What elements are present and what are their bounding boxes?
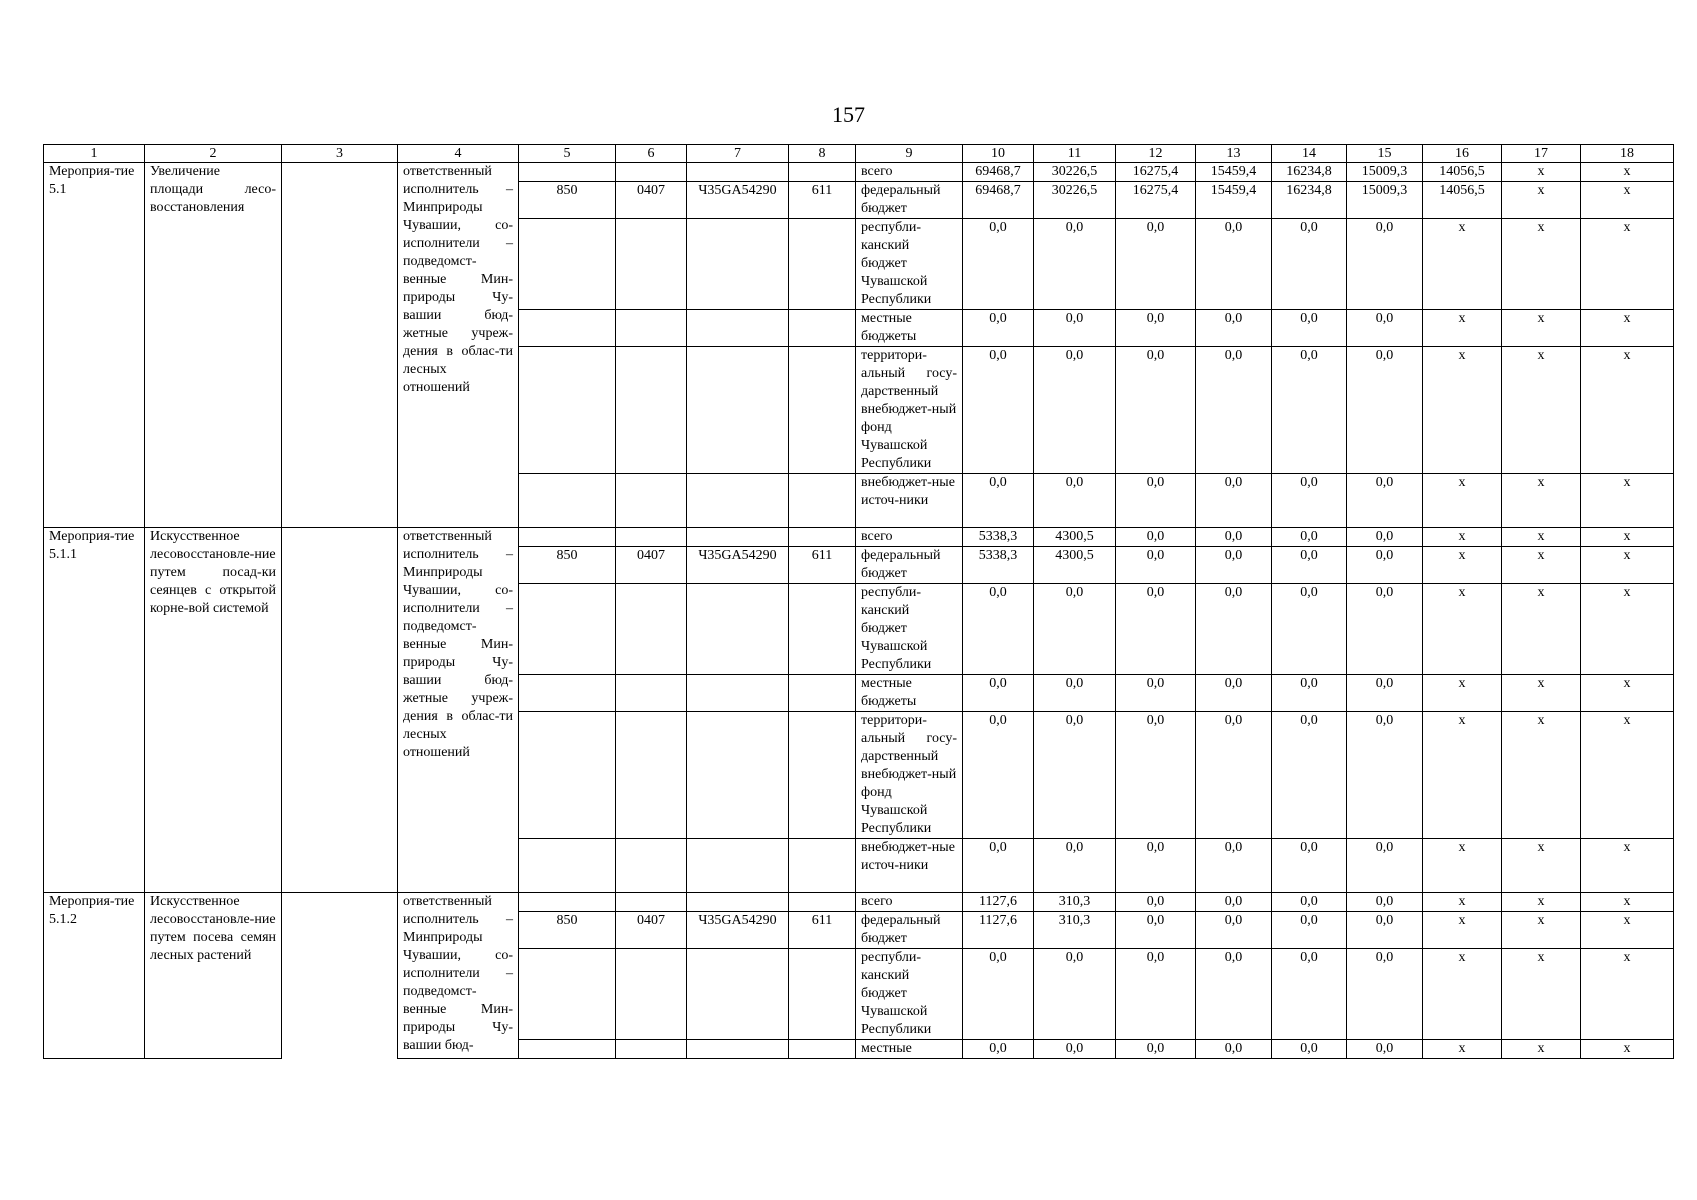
value-cell: 0,0 [1196,675,1272,712]
column-number-row [44,145,1674,163]
code-cell-c6 [616,219,687,310]
code-cell-c7: Ч35GA54290 [687,547,789,584]
column-number: 18 [1581,145,1674,163]
column-number: 14 [1272,145,1347,163]
code-cell-c6 [616,310,687,347]
value-cell: 16275,4 [1116,163,1196,182]
code-cell-c6 [616,712,687,839]
value-cell: 0,0 [1116,310,1196,347]
value-cell: x [1423,219,1502,310]
code-cell-c7 [687,310,789,347]
value-cell: x [1581,839,1674,893]
table-body [44,145,1674,1059]
value-cell: 0,0 [1116,547,1196,584]
funding-source: территори-альный госу-дарственный внебюджет-ный фонд Чувашской Республики [856,347,963,474]
value-cell: 0,0 [1116,219,1196,310]
column-number: 6 [616,145,687,163]
value-cell: 0,0 [963,347,1034,474]
measure-name: Мероприя-тие 5.1 [44,163,145,528]
code-cell-c6 [616,949,687,1040]
executor-text: ответственный исполнитель – Минприроды Чувашии, со-исполнители – подведомст-венные Мин-природы Чу-вашии бюд-жетные учреж-дения в облас-ти лесных отношений [398,528,519,893]
value-cell: 0,0 [963,474,1034,528]
value-cell: 0,0 [1347,528,1423,547]
value-cell: 0,0 [963,712,1034,839]
funding-source: внебюджет-ные источ-ники [856,839,963,893]
value-cell: 1127,6 [963,912,1034,949]
code-cell-c8: 611 [789,547,856,584]
value-cell: 0,0 [1347,893,1423,912]
code-cell-c7 [687,219,789,310]
funding-source: всего [856,893,963,912]
value-cell: x [1581,474,1674,528]
value-cell: 0,0 [963,1040,1034,1059]
value-cell: 0,0 [1272,584,1347,675]
value-cell: 14056,5 [1423,163,1502,182]
value-cell: 0,0 [1116,949,1196,1040]
value-cell: 0,0 [1272,310,1347,347]
code-cell-c5: 850 [519,912,616,949]
value-cell: 0,0 [1347,949,1423,1040]
code-cell-c8: 611 [789,912,856,949]
funding-source: внебюджет-ные источ-ники [856,474,963,528]
value-cell: x [1502,584,1581,675]
value-cell: x [1581,347,1674,474]
value-cell: x [1423,310,1502,347]
value-cell: 0,0 [963,839,1034,893]
value-cell: 0,0 [963,584,1034,675]
value-cell: 310,3 [1034,912,1116,949]
value-cell: 310,3 [1034,893,1116,912]
value-cell: 0,0 [1347,347,1423,474]
value-cell: x [1423,1040,1502,1059]
value-cell: x [1502,712,1581,839]
value-cell: 0,0 [1196,1040,1272,1059]
code-cell-c5 [519,839,616,893]
empty-cell [282,893,398,1059]
value-cell: 0,0 [1272,219,1347,310]
value-cell: x [1502,474,1581,528]
value-cell: x [1581,528,1674,547]
code-cell-c6 [616,1040,687,1059]
column-number: 10 [963,145,1034,163]
value-cell: 0,0 [1116,839,1196,893]
value-cell: x [1581,219,1674,310]
column-number: 5 [519,145,616,163]
funding-source: республи-канский бюджет Чувашской Республики [856,584,963,675]
value-cell: 0,0 [1196,949,1272,1040]
value-cell: x [1581,547,1674,584]
budget-table [43,144,1674,1059]
value-cell: 0,0 [1272,474,1347,528]
value-cell: x [1581,182,1674,219]
code-cell-c7 [687,347,789,474]
value-cell: 0,0 [1272,347,1347,474]
value-cell: 0,0 [1272,893,1347,912]
code-cell-c5 [519,474,616,528]
value-cell: 4300,5 [1034,528,1116,547]
value-cell: 0,0 [1034,675,1116,712]
code-cell-c5 [519,712,616,839]
value-cell: 0,0 [963,949,1034,1040]
code-cell-c8 [789,528,856,547]
value-cell: 15009,3 [1347,182,1423,219]
value-cell: 0,0 [1196,839,1272,893]
value-cell: x [1502,1040,1581,1059]
value-cell: x [1502,219,1581,310]
value-cell: x [1581,310,1674,347]
value-cell: 0,0 [1347,912,1423,949]
funding-source: республи-канский бюджет Чувашской Республики [856,219,963,310]
value-cell: 0,0 [1034,347,1116,474]
code-cell-c8 [789,584,856,675]
value-cell: 5338,3 [963,528,1034,547]
code-cell-c7 [687,163,789,182]
value-cell: 0,0 [1347,547,1423,584]
code-cell-c8 [789,474,856,528]
table-row [44,528,1674,547]
value-cell: 0,0 [1347,584,1423,675]
funding-source: местные [856,1040,963,1059]
value-cell: 0,0 [1116,528,1196,547]
value-cell: x [1502,547,1581,584]
code-cell-c8 [789,839,856,893]
code-cell-c6: 0407 [616,182,687,219]
value-cell: 0,0 [1034,219,1116,310]
value-cell: x [1502,912,1581,949]
value-cell: x [1581,893,1674,912]
funding-source: всего [856,528,963,547]
column-number: 16 [1423,145,1502,163]
value-cell: 0,0 [1347,1040,1423,1059]
column-number: 17 [1502,145,1581,163]
code-cell-c6 [616,163,687,182]
executor-text: ответственный исполнитель – Минприроды Чувашии, со-исполнители – подведомст-венные Мин-природы Чу-вашии бюд-жетные учреж-дения в облас-ти лесных отношений [398,163,519,528]
code-cell-c7 [687,1040,789,1059]
column-number: 9 [856,145,963,163]
value-cell: 0,0 [1034,310,1116,347]
code-cell-c5 [519,219,616,310]
value-cell: x [1581,1040,1674,1059]
column-number: 4 [398,145,519,163]
value-cell: 0,0 [1196,347,1272,474]
value-cell: 1127,6 [963,893,1034,912]
column-number: 1 [44,145,145,163]
value-cell: 16275,4 [1116,182,1196,219]
column-number: 8 [789,145,856,163]
value-cell: 0,0 [1272,547,1347,584]
value-cell: 0,0 [963,219,1034,310]
code-cell-c6 [616,347,687,474]
code-cell-c7 [687,584,789,675]
value-cell: x [1581,949,1674,1040]
code-cell-c7 [687,893,789,912]
code-cell-c8 [789,949,856,1040]
value-cell: 0,0 [1196,219,1272,310]
value-cell: x [1423,584,1502,675]
code-cell-c5 [519,310,616,347]
value-cell: 0,0 [1116,712,1196,839]
column-number: 2 [145,145,282,163]
code-cell-c5 [519,675,616,712]
value-cell: x [1423,712,1502,839]
code-cell-c8 [789,1040,856,1059]
value-cell: 0,0 [1272,712,1347,839]
value-cell: 0,0 [963,675,1034,712]
funding-source: республи-канский бюджет Чувашской Республики [856,949,963,1040]
measure-description: Увеличение площади лесо-восстановления [145,163,282,528]
value-cell: x [1423,912,1502,949]
value-cell: x [1502,347,1581,474]
value-cell: x [1423,893,1502,912]
code-cell-c6 [616,893,687,912]
value-cell: 0,0 [1116,584,1196,675]
value-cell: x [1581,163,1674,182]
value-cell: x [1423,528,1502,547]
empty-cell [282,528,398,893]
code-cell-c5: 850 [519,547,616,584]
code-cell-c5 [519,893,616,912]
code-cell-c6 [616,839,687,893]
value-cell: x [1423,474,1502,528]
value-cell: 0,0 [1116,912,1196,949]
value-cell: x [1581,584,1674,675]
value-cell: 0,0 [1034,584,1116,675]
code-cell-c7: Ч35GA54290 [687,182,789,219]
code-cell-c8 [789,163,856,182]
code-cell-c5 [519,163,616,182]
value-cell: 0,0 [1347,712,1423,839]
value-cell: x [1502,949,1581,1040]
value-cell: 0,0 [1116,675,1196,712]
value-cell: 0,0 [1347,310,1423,347]
value-cell: 0,0 [1116,1040,1196,1059]
table-row [44,163,1674,182]
code-cell-c7 [687,675,789,712]
value-cell: 0,0 [1116,474,1196,528]
value-cell: 15459,4 [1196,182,1272,219]
value-cell: x [1423,839,1502,893]
value-cell: 0,0 [1196,712,1272,839]
code-cell-c5 [519,949,616,1040]
value-cell: 0,0 [1347,839,1423,893]
value-cell: 69468,7 [963,182,1034,219]
funding-source: всего [856,163,963,182]
funding-source: федеральный бюджет [856,547,963,584]
code-cell-c8: 611 [789,182,856,219]
value-cell: 0,0 [1272,528,1347,547]
value-cell: 30226,5 [1034,182,1116,219]
value-cell: x [1423,949,1502,1040]
code-cell-c6 [616,528,687,547]
code-cell-c8 [789,347,856,474]
column-number: 12 [1116,145,1196,163]
value-cell: 0,0 [1347,675,1423,712]
value-cell: 0,0 [1034,474,1116,528]
value-cell: 0,0 [1196,528,1272,547]
value-cell: 0,0 [1196,893,1272,912]
value-cell: 0,0 [1116,893,1196,912]
code-cell-c8 [789,712,856,839]
column-number: 3 [282,145,398,163]
code-cell-c5: 850 [519,182,616,219]
measure-name: Мероприя-тие 5.1.2 [44,893,145,1059]
value-cell: x [1502,675,1581,712]
code-cell-c8 [789,675,856,712]
value-cell: 0,0 [1196,474,1272,528]
code-cell-c7 [687,839,789,893]
code-cell-c5 [519,584,616,675]
value-cell: x [1502,310,1581,347]
value-cell: 0,0 [1196,310,1272,347]
code-cell-c8 [789,310,856,347]
code-cell-c7 [687,949,789,1040]
value-cell: 15009,3 [1347,163,1423,182]
column-number: 7 [687,145,789,163]
code-cell-c6: 0407 [616,912,687,949]
value-cell: x [1502,839,1581,893]
table-row [44,893,1674,912]
value-cell: 69468,7 [963,163,1034,182]
value-cell: 0,0 [1034,712,1116,839]
value-cell: 30226,5 [1034,163,1116,182]
code-cell-c8 [789,219,856,310]
executor-text: ответственный исполнитель – Минприроды Чувашии, со-исполнители – подведомст-венные Мин-природы Чу-вашии бюд- [398,893,519,1059]
value-cell: x [1423,347,1502,474]
value-cell: x [1423,675,1502,712]
value-cell: 4300,5 [1034,547,1116,584]
funding-source: территори-альный госу-дарственный внебюджет-ный фонд Чувашской Республики [856,712,963,839]
code-cell-c6 [616,474,687,528]
value-cell: 0,0 [1272,949,1347,1040]
value-cell: 15459,4 [1196,163,1272,182]
value-cell: 0,0 [1034,949,1116,1040]
value-cell: 0,0 [1196,584,1272,675]
code-cell-c7 [687,712,789,839]
column-number: 15 [1347,145,1423,163]
code-cell-c5 [519,347,616,474]
value-cell: 14056,5 [1423,182,1502,219]
value-cell: x [1502,528,1581,547]
measure-name: Мероприя-тие 5.1.1 [44,528,145,893]
code-cell-c6 [616,584,687,675]
column-number: 11 [1034,145,1116,163]
value-cell: x [1502,182,1581,219]
code-cell-c6 [616,675,687,712]
value-cell: x [1502,163,1581,182]
column-number: 13 [1196,145,1272,163]
value-cell: 0,0 [1034,1040,1116,1059]
funding-source: местные бюджеты [856,310,963,347]
value-cell: 5338,3 [963,547,1034,584]
empty-cell [282,163,398,528]
value-cell: x [1581,675,1674,712]
value-cell: 0,0 [1272,675,1347,712]
value-cell: x [1502,893,1581,912]
value-cell: x [1581,712,1674,839]
value-cell: 0,0 [1272,912,1347,949]
value-cell: 0,0 [1272,839,1347,893]
value-cell: 0,0 [963,310,1034,347]
value-cell: 0,0 [1347,219,1423,310]
funding-source: федеральный бюджет [856,912,963,949]
funding-source: федеральный бюджет [856,182,963,219]
code-cell-c7 [687,474,789,528]
value-cell: 0,0 [1196,912,1272,949]
value-cell: x [1423,547,1502,584]
value-cell: 0,0 [1034,839,1116,893]
code-cell-c7: Ч35GA54290 [687,912,789,949]
page-number: 157 [832,102,865,127]
value-cell: 0,0 [1272,1040,1347,1059]
code-cell-c5 [519,1040,616,1059]
code-cell-c7 [687,528,789,547]
value-cell: 0,0 [1196,547,1272,584]
funding-source: местные бюджеты [856,675,963,712]
code-cell-c8 [789,893,856,912]
measure-description: Искусственное лесовосстановле-ние путем посад-ки сеянцев с открытой корне-вой системой [145,528,282,893]
value-cell: x [1581,912,1674,949]
code-cell-c5 [519,528,616,547]
value-cell: 0,0 [1347,474,1423,528]
value-cell: 0,0 [1116,347,1196,474]
value-cell: 16234,8 [1272,182,1347,219]
value-cell: 16234,8 [1272,163,1347,182]
measure-description: Искусственное лесовосстановле-ние путем посева семян лесных растений [145,893,282,1059]
code-cell-c6: 0407 [616,547,687,584]
